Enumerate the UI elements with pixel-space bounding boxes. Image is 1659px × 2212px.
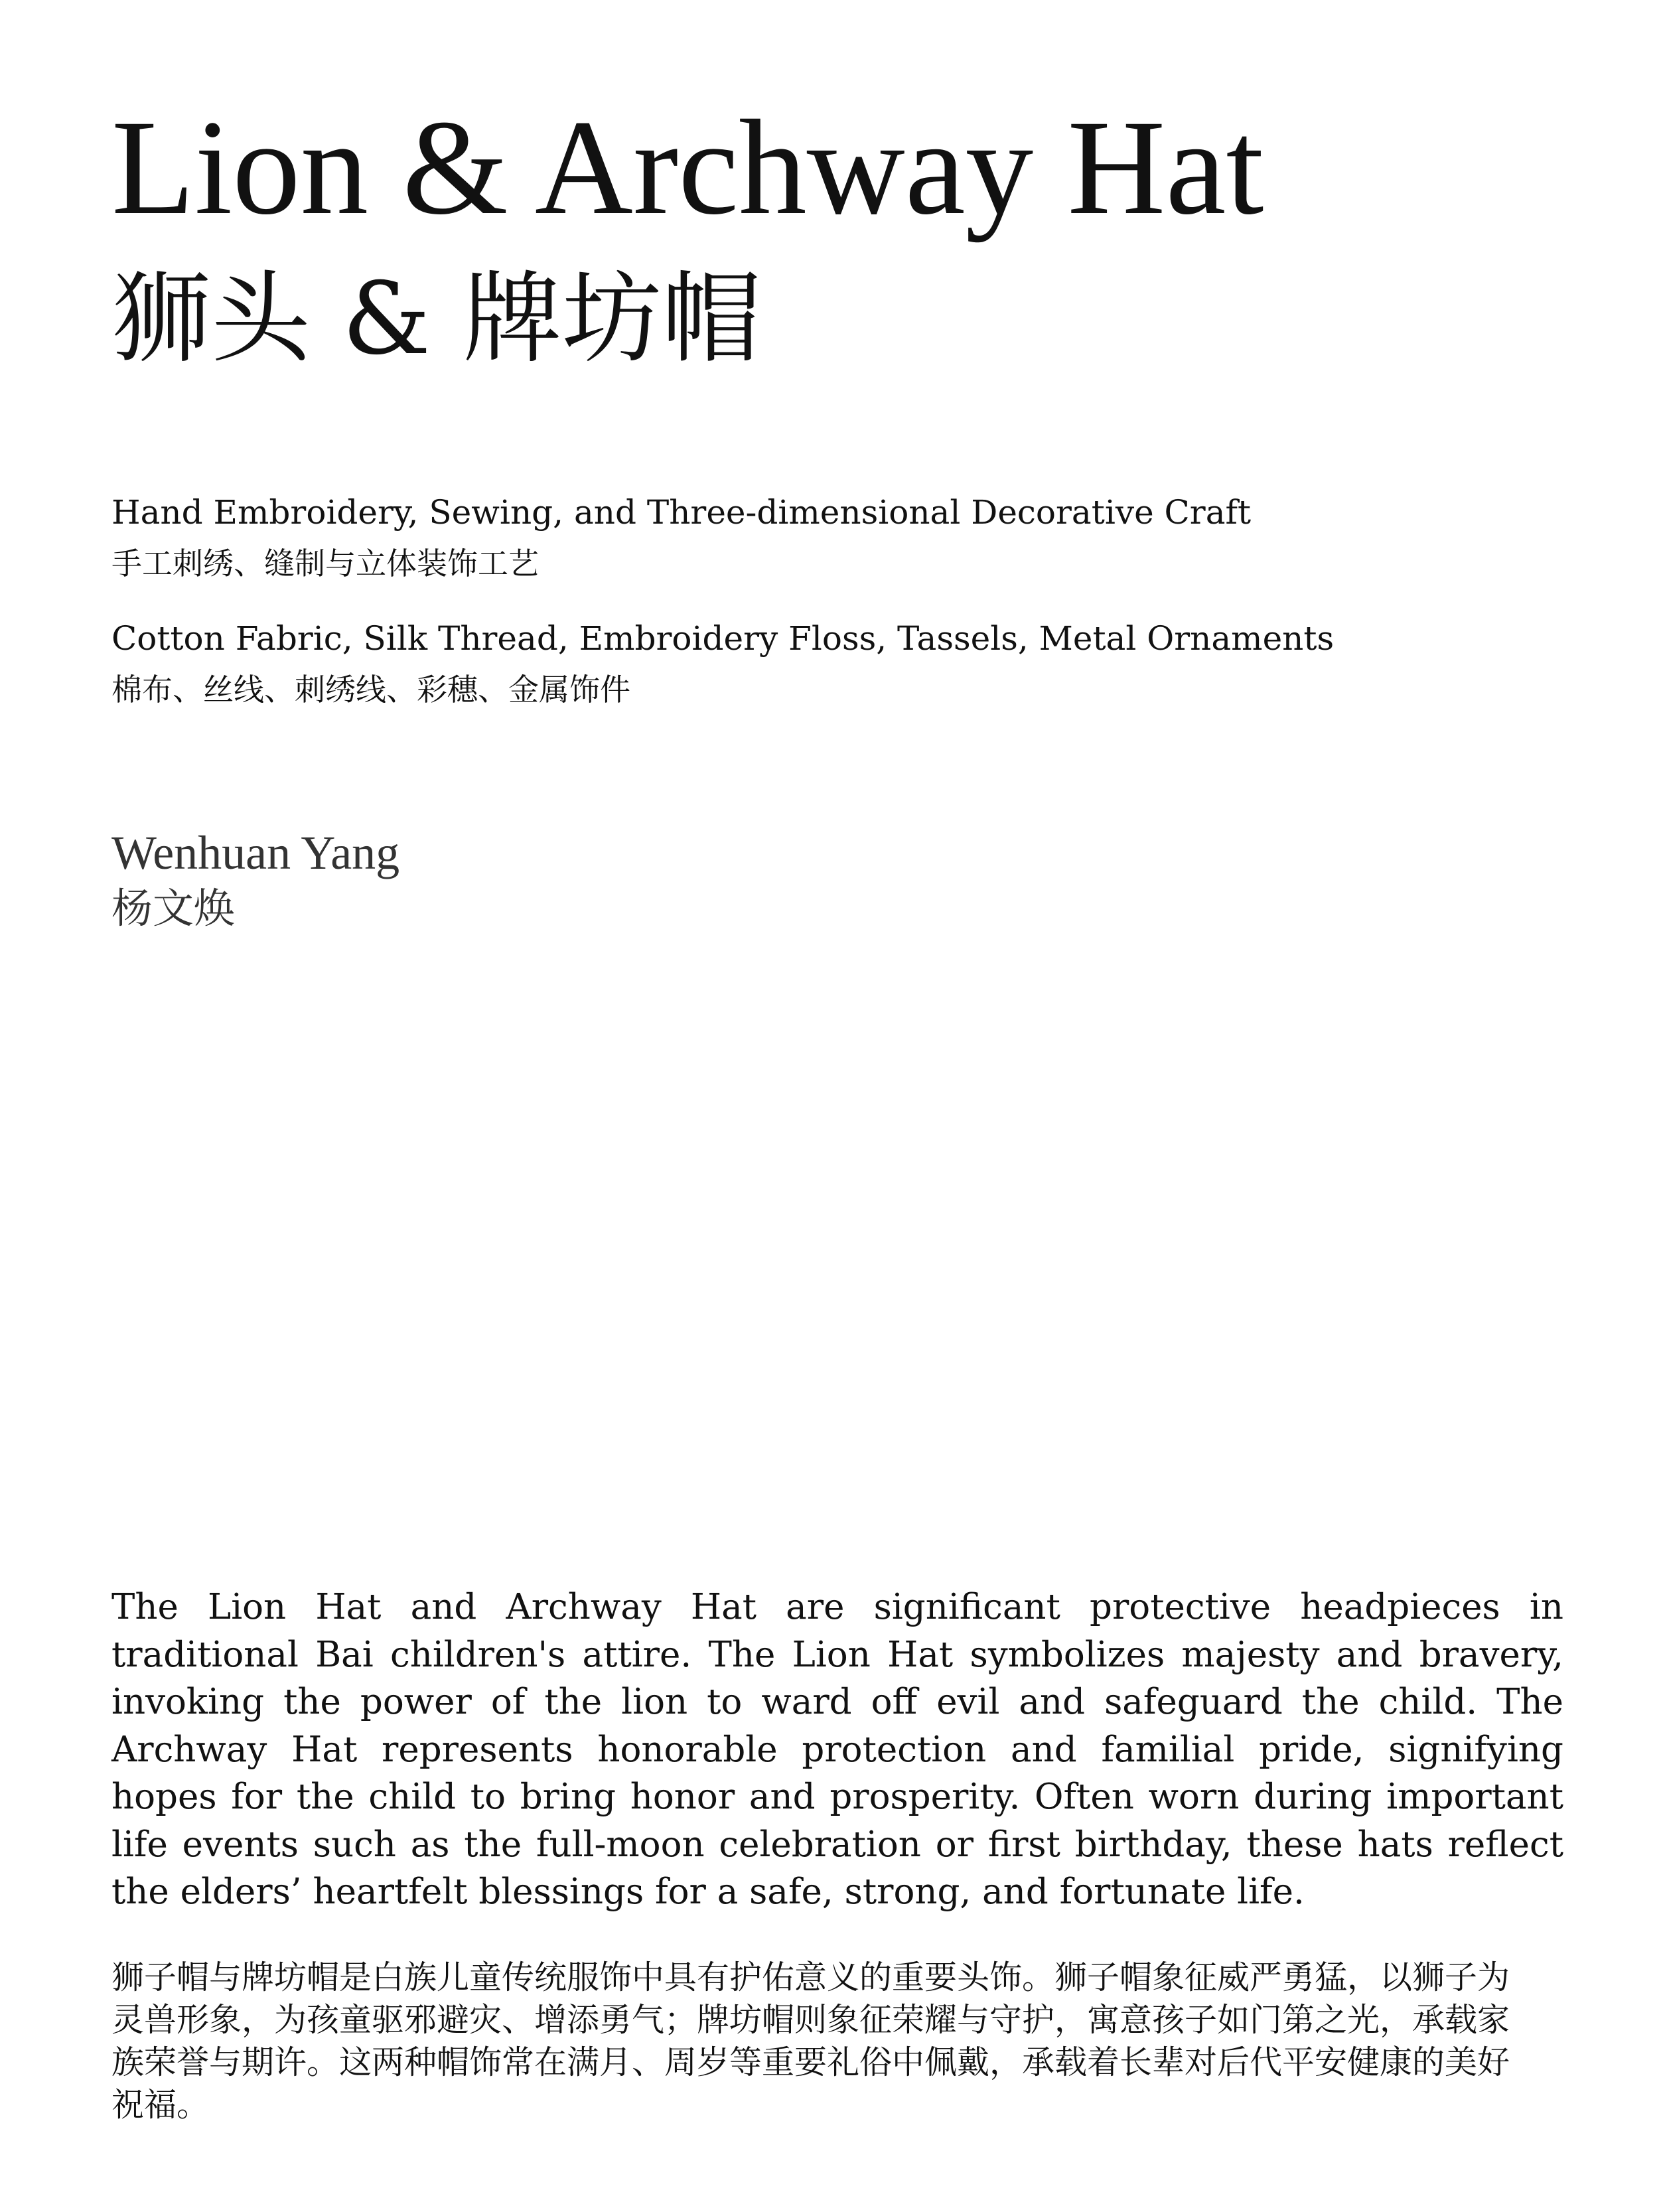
technique-english: Hand Embroidery, Sewing, and Three-dimensional Decorative Craft [111, 493, 1252, 532]
artist-name-english: Wenhuan Yang [111, 826, 400, 879]
materials-english: Cotton Fabric, Silk Thread, Embroidery Floss, Tassels, Metal Ornaments [111, 619, 1334, 658]
artist-name-chinese: 杨文焕 [111, 884, 236, 932]
description-english: The Lion Hat and Archway Hat are significant protective headpieces in traditional Bai children's attire. The Lion Hat symbolizes majesty and bravery, invoking the power of the lion to ward off evil and safeguard the child. The Archway Hat represents honorable protection and familial pride, signifying hopes for the child to bring honor and prosperity. Often worn during important life events such as the full-moon celebration or first birthday, these hats reflect the elders’ heartfelt blessings for a safe, strong, and fortunate life. [111, 1587, 1563, 1912]
description-chinese: 狮子帽与牌坊帽是白族儿童传统服饰中具有护佑意义的重要头饰。狮子帽象征威严勇猛，以狮子为灵兽形象，为孩童驱邪避灾、增添勇气；牌坊帽则象征荣耀与守护，寓意孩子如门第之光，承载家族荣誉与期许。这两种帽饰常在满月、周岁等重要礼俗中佩戴，承载着长辈对后代平安健康的美好祝福。 [111, 1958, 1510, 2124]
title-english: Lion & Archway Hat [111, 92, 1264, 243]
materials-chinese: 棉布、丝线、刺绣线、彩穗、金属饰件 [111, 672, 630, 707]
title-chinese: 狮头 & 牌坊帽 [111, 261, 761, 377]
technique-chinese: 手工刺绣、缝制与立体装饰工艺 [111, 546, 539, 581]
